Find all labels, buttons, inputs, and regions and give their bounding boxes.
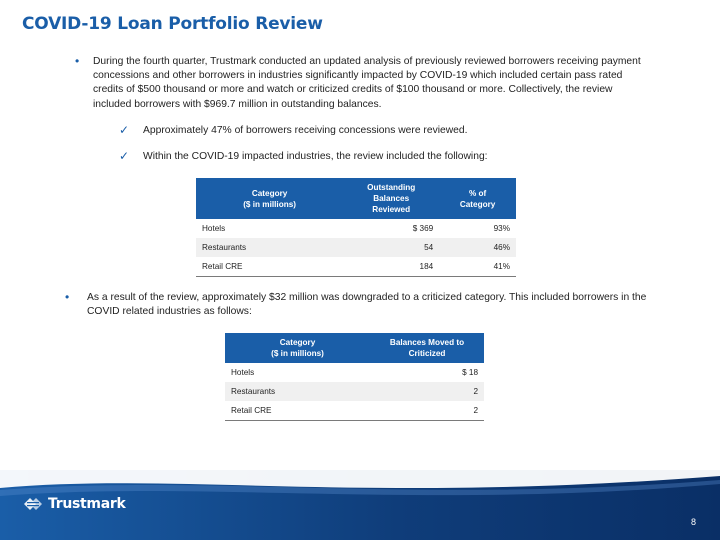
cell-category: Restaurants: [225, 382, 370, 401]
cell-pct-category: 46%: [439, 238, 516, 257]
check-text-1: Approximately 47% of borrowers receiving concessions were reviewed.: [143, 125, 468, 136]
table-header-row: [196, 178, 516, 219]
bullet-paragraph-1: [75, 54, 653, 112]
page-title: COVID-19 Loan Portfolio Review: [22, 14, 323, 34]
trustmark-logo: [22, 494, 125, 514]
cell-balance-moved: 2: [370, 401, 484, 420]
table-row: [196, 219, 516, 238]
table-row: [196, 257, 516, 276]
criticized-balances-table: [225, 333, 484, 421]
table-row: [196, 238, 516, 257]
cell-pct-category: 93%: [493, 224, 510, 233]
check-text-2: Within the COVID-19 impacted industries, the review included the following:: [143, 151, 488, 162]
bullet-text-1: During the fourth quarter, Trustmark conducted an updated analysis of previously reviewed borrowers receiving payment concessions and other borrowers in industries significantly impacted by COVID-19 which included certain pass rated credits of $500 thousand or more and watch or criticized credits of $100 thousand or more. Collectively, the review included borrowers with $969.7 million in outstanding balances.: [93, 56, 641, 110]
cell-outstanding-balance: 54: [343, 238, 439, 257]
check-item-1: [119, 123, 468, 138]
cell-pct-category: 41%: [439, 257, 516, 276]
cell-outstanding-balance: $ 369: [412, 224, 434, 233]
cell-category: Retail CRE: [196, 257, 343, 276]
checkmark-icon: ✓: [119, 149, 130, 163]
bullet-paragraph-2: [65, 290, 667, 319]
page-number: 8: [690, 517, 696, 527]
cell-balance-moved: 2: [370, 382, 484, 401]
table-row: [225, 401, 484, 420]
column-header-pct-category: % of Category: [439, 178, 516, 219]
trustmark-logo-icon: [22, 494, 44, 514]
column-header-category: Category ($ in millions): [225, 333, 370, 363]
covid-industries-review-table: [196, 178, 516, 277]
column-header-category: Category ($ in millions): [196, 178, 343, 219]
cell-category: Hotels: [231, 368, 255, 377]
cell-balance-moved: $ 18: [462, 368, 478, 377]
column-header-balances-moved: Balances Moved to Criticized: [370, 333, 484, 363]
table-row: [225, 382, 484, 401]
bullet-icon: •: [65, 290, 70, 304]
logo-wordmark: Trustmark: [48, 496, 126, 512]
bullet-icon: •: [75, 54, 80, 68]
check-item-2: [119, 149, 488, 164]
cell-category: Retail CRE: [225, 401, 370, 420]
cell-outstanding-balance: 184: [343, 257, 439, 276]
checkmark-icon: ✓: [119, 123, 130, 137]
column-header-outstanding-balances: Outstanding Balances Reviewed: [343, 178, 439, 219]
cell-category: Restaurants: [196, 238, 343, 257]
table-header-row: [225, 333, 484, 363]
table-row: [225, 363, 484, 382]
cell-category: Hotels: [202, 224, 226, 233]
bullet-text-2: As a result of the review, approximately $32 million was downgraded to a criticized category. This included borrowers in the COVID related industries as follows:: [87, 292, 647, 318]
